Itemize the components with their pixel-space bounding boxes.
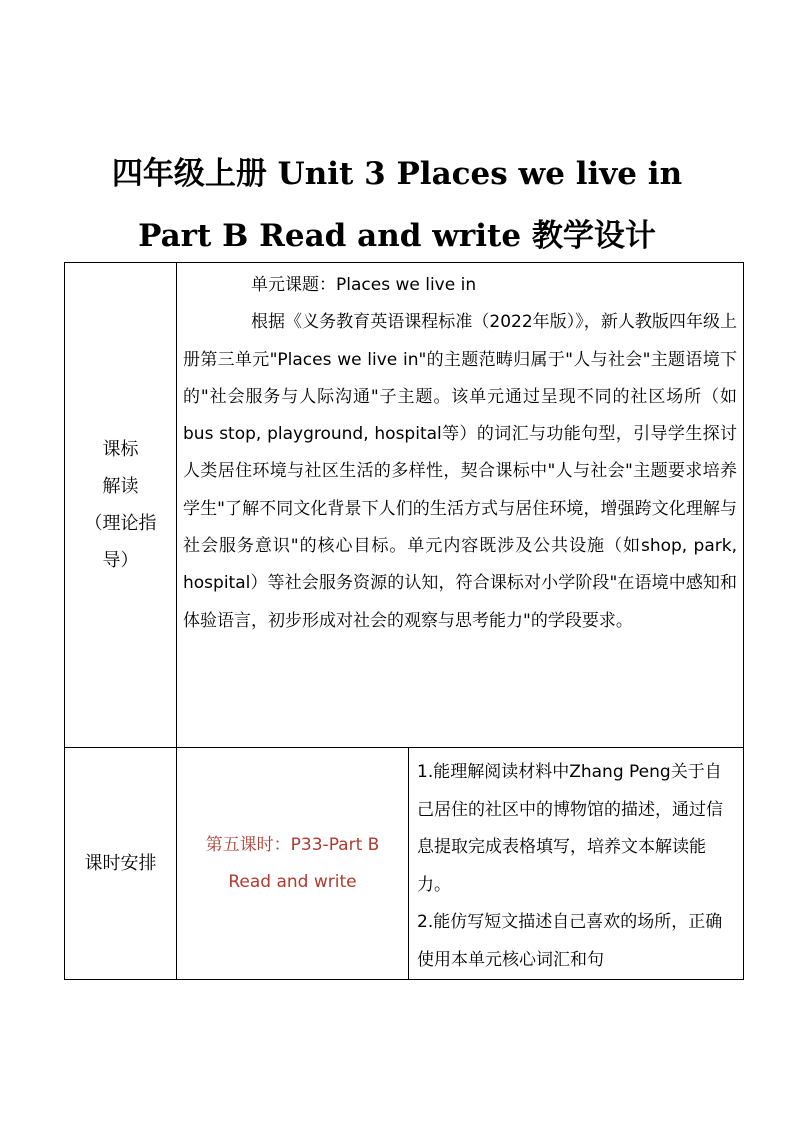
lesson-name-line: 第五课时：P33-Part B bbox=[205, 834, 380, 855]
standards-content-cell bbox=[177, 263, 744, 748]
standards-label-cell bbox=[65, 263, 177, 748]
lesson-goals-cell bbox=[409, 748, 744, 980]
standards-label-line: （理论指 bbox=[84, 513, 157, 534]
standards-label-line: 解读 bbox=[102, 476, 139, 497]
table-row-standards bbox=[65, 263, 744, 748]
standards-label-line: 导） bbox=[102, 550, 139, 571]
lesson-name-cell bbox=[177, 748, 409, 980]
standards-analysis: 根据《义务教育英语课程标准（2022年版）》，新人教版四年级上册第三单元"Places we live in"的主题范畴归属于"人与社会"主题语境下的"社会服务与人际沟通"子主题。该单元通过呈现不同的社区场所（如bus stop, playground, hospital等）的词汇与功能句型，引导学生探讨人类居住环境与社区生活的多样性，契合课标中"人与社会"主题要求培养学生"了解不同文化背景下人们的生活方式与居住环境，增强跨文化理解与社会服务意识"的核心目标。单元内容既涉及公共设施（如shop, park, hospital）等社会服务资源的认知，符合课标对小学阶段"在语境中感知和体验语言，初步形成对社会的观察与思考能力"的学段要求。 bbox=[183, 312, 738, 631]
lesson-plan-table bbox=[64, 262, 744, 980]
standards-label-line: 课标 bbox=[102, 439, 139, 460]
lesson-goal: 1.能理解阅读材料中Zhang Peng关于自己居住的社区中的博物馆的描述，通过信息提取完成表格填写，培养文本解读能力。 bbox=[417, 762, 723, 895]
table-row-schedule bbox=[65, 748, 744, 980]
schedule-label-cell: 课时安排 bbox=[65, 748, 177, 980]
lesson-goal: 2.能仿写短文描述自己喜欢的场所，正确使用本单元核心词汇和句 bbox=[417, 912, 723, 970]
document-title-line2: Part B Read and write 教学设计 bbox=[138, 218, 656, 254]
unit-topic: 单元课题：Places we live in bbox=[251, 275, 477, 295]
document-title-line1: 四年级上册 Unit 3 Places we live in bbox=[111, 156, 683, 192]
lesson-name-line: Read and write bbox=[228, 871, 357, 892]
